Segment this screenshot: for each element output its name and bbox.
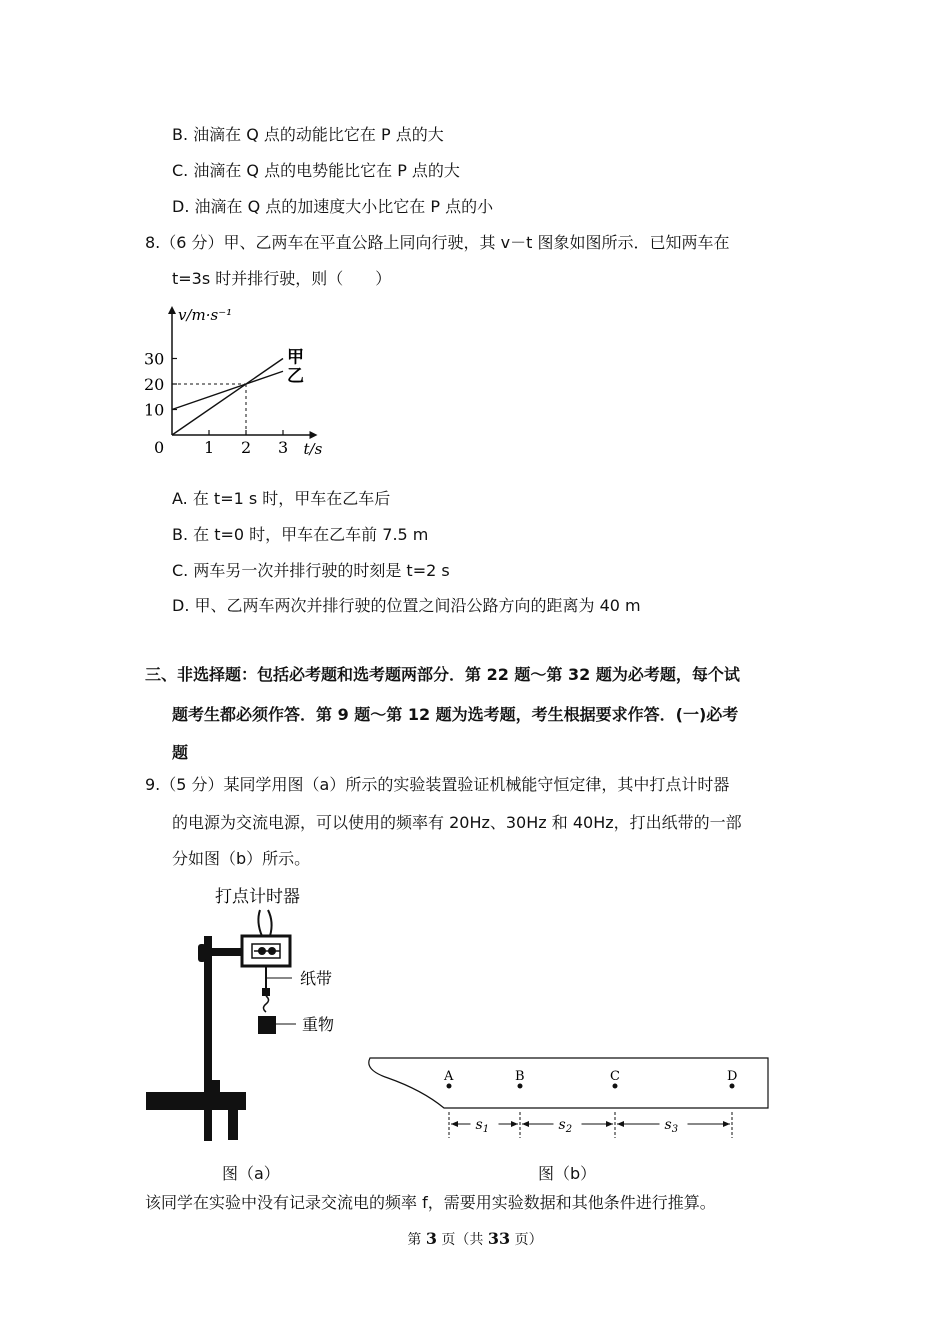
x-tick-label: 3 <box>278 438 289 457</box>
q9-stem-line1: 9.（5 分）某同学用图（a）所示的实验装置验证机械能守恒定律，其中打点计时器 <box>145 775 730 794</box>
y-tick-label: 20 <box>144 375 165 394</box>
q9-stem-line2: 的电源为交流电源，可以使用的频率有 20Hz、30Hz 和 40Hz，打出纸带的一部 <box>172 813 742 832</box>
q9-stem-line3: 分如图（b）所示。 <box>172 849 311 868</box>
dim-arrow <box>522 1121 529 1127</box>
tape-point <box>613 1084 618 1089</box>
clamp-knob <box>198 944 206 962</box>
footer-middle: 页（共 <box>436 1232 488 1248</box>
q8-stem-line2: t=3s 时并排行驶，则（ ） <box>172 269 392 288</box>
dim-arrow <box>511 1121 518 1127</box>
series-label-2: 乙 <box>287 366 304 387</box>
series-line-1 <box>172 359 283 436</box>
q8-option-a: A. 在 t=1 s 时，甲车在乙车后 <box>172 489 391 508</box>
y-axis-arrow <box>168 306 176 314</box>
q7-option-d: D. 油滴在 Q 点的加速度大小比它在 P 点的小 <box>172 197 494 216</box>
weight <box>258 1016 276 1034</box>
timer-label: 打点计时器 <box>215 887 300 907</box>
tape-point <box>447 1084 452 1089</box>
figure-b-tape <box>360 1048 775 1143</box>
section3-line2: 题考生都必须作答．第 9 题～第 12 题为选考题，考生根据要求作答．(一)必考 <box>172 705 739 724</box>
q9-continuation: 该同学在实验中没有记录交流电的频率 f，需要用实验数据和其他条件进行推算。 <box>145 1193 716 1212</box>
footer-suffix: 页） <box>510 1232 543 1248</box>
tape-point-label: A <box>444 1069 454 1084</box>
figure-b-caption: 图（b） <box>538 1164 597 1183</box>
series-line-2 <box>172 371 283 409</box>
y-axis-label: v/m·s⁻¹ <box>178 306 233 324</box>
stand-rod <box>204 936 212 1141</box>
q7-option-c: C. 油滴在 Q 点的电势能比它在 P 点的大 <box>172 161 460 180</box>
q7-option-b: B. 油滴在 Q 点的动能比它在 P 点的大 <box>172 125 444 144</box>
figure-a-caption: 图（a） <box>222 1164 280 1183</box>
clamp-arm <box>212 948 242 956</box>
section3-line1: 三、非选择题：包括必考题和选考题两部分．第 22 题～第 32 题为必考题，每个试 <box>145 665 740 684</box>
segment-label: $s_1$ <box>475 1117 490 1135</box>
dim-arrow <box>606 1121 613 1127</box>
tape-point <box>730 1084 735 1089</box>
dim-arrow <box>723 1121 730 1127</box>
q8-option-d: D. 甲、乙两车两次并排行驶的位置之间沿公路方向的距离为 40 m <box>172 596 641 615</box>
page-footer <box>0 1229 950 1249</box>
tape-outline <box>369 1058 768 1108</box>
q8-option-b: B. 在 t=0 时，甲车在乙车前 7.5 m <box>172 525 429 544</box>
series-label-1: 甲 <box>287 347 304 368</box>
tape-point-label: D <box>727 1069 738 1084</box>
x-tick-label: 2 <box>241 438 252 457</box>
vt-chart <box>140 300 360 465</box>
tape-point <box>518 1084 523 1089</box>
tape-label: 纸带 <box>300 969 333 988</box>
footer-prefix: 第 <box>407 1232 426 1248</box>
x-axis-arrow <box>310 431 318 439</box>
segment-label: $s_2$ <box>558 1117 573 1135</box>
q8-stem-line1: 8.（6 分）甲、乙两车在平直公路上同向行驶，其 v－t 图象如图所示．已知两车在 <box>145 233 730 252</box>
x-tick-label: 0 <box>154 438 165 457</box>
y-tick-label: 30 <box>144 349 165 369</box>
q8-option-c: C. 两车另一次并排行驶的时刻是 t=2 s <box>172 561 450 580</box>
segment-label: $s_3$ <box>664 1117 679 1135</box>
tape-point-label: C <box>610 1069 620 1084</box>
tape-point-label: B <box>515 1069 525 1084</box>
x-tick-label: 1 <box>204 438 215 457</box>
dim-arrow <box>617 1121 624 1127</box>
weight-label: 重物 <box>302 1015 335 1034</box>
dim-arrow <box>451 1121 458 1127</box>
x-axis-label: t/s <box>303 440 323 458</box>
section3-line3: 题 <box>172 743 189 762</box>
footer-page-number: 3 <box>425 1229 437 1248</box>
table-leg <box>228 1104 238 1140</box>
footer-total-pages: 33 <box>487 1229 511 1248</box>
figure-a-apparatus <box>140 878 360 1143</box>
y-tick-label: 10 <box>144 400 165 420</box>
